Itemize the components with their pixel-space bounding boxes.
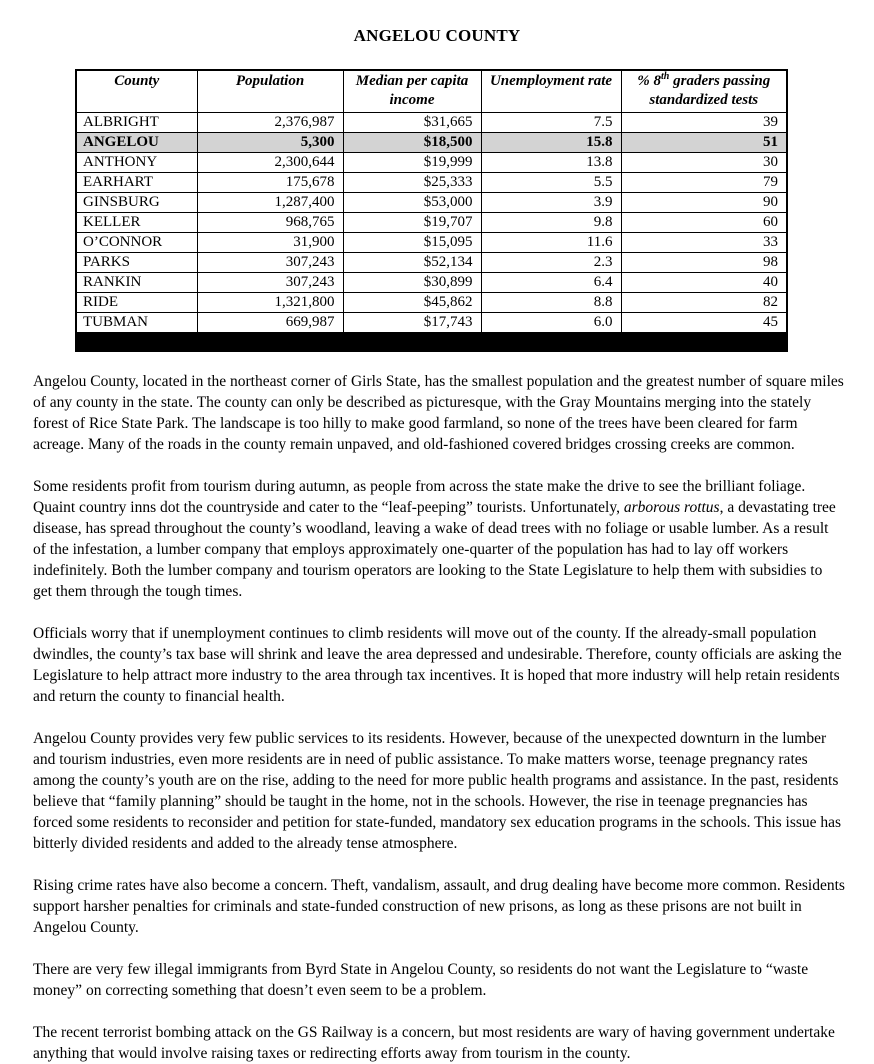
county-cell: RANKIN (76, 273, 197, 293)
passing-cell: 40 (621, 273, 787, 293)
table-row-parks (76, 253, 787, 273)
black-bar-cell (76, 333, 787, 352)
header-unemployment: Unemployment rate (481, 70, 621, 113)
income-cell: $15,095 (343, 233, 481, 253)
header-passing-superscript: th (661, 71, 670, 82)
population-cell: 968,765 (197, 213, 343, 233)
population-cell: 2,376,987 (197, 113, 343, 133)
passing-cell: 39 (621, 113, 787, 133)
county-cell: TUBMAN (76, 313, 197, 333)
income-cell: $19,707 (343, 213, 481, 233)
income-cell: $25,333 (343, 173, 481, 193)
county-cell: RIDE (76, 293, 197, 313)
unemployment-cell: 11.6 (481, 233, 621, 253)
passing-cell: 98 (621, 253, 787, 273)
income-cell: $53,000 (343, 193, 481, 213)
header-passing-prefix: % 8 (637, 73, 662, 89)
body-text (0, 352, 874, 1064)
paragraph-immigration: There are very few illegal immigrants from Byrd State in Angelou County, so residents do not want the Legislature to “waste money” on correcting something that doesn’t even seem to be a problem. (33, 961, 809, 999)
population-cell: 669,987 (197, 313, 343, 333)
population-cell: 175,678 (197, 173, 343, 193)
passing-cell: 45 (621, 313, 787, 333)
population-cell: 307,243 (197, 273, 343, 293)
paragraph-unemployment: Officials worry that if unemployment continues to climb residents will move out of the county. If the already-small population dwindles, the county’s tax base will shrink and leave the area depressed and undesirable. Therefore, county officials are asking the Legislature to help attract more industry to the area through tax incentives. It is hoped that more industry will help retain residents and return the county to financial health. (33, 625, 842, 705)
passing-cell: 33 (621, 233, 787, 253)
population-cell: 31,900 (197, 233, 343, 253)
county-cell: EARHART (76, 173, 197, 193)
table-row-rankin (76, 273, 787, 293)
table-row-anthony (76, 153, 787, 173)
unemployment-cell: 3.9 (481, 193, 621, 213)
unemployment-cell: 7.5 (481, 113, 621, 133)
header-income: Median per capita income (343, 70, 481, 113)
header-passing-rest: graders passing standardized tests (649, 73, 771, 108)
paragraph-geography: Angelou County, located in the northeast corner of Girls State, has the smallest population and the greatest number of square miles of any county in the state. The county can only be described as picturesque, with the Gray Mountains merging into the stately forest of Rice State Park. The landscape is too hilly to make good farmland, so none of the trees have been cleared for farm acreage. Many of the roads in the county remain unpaved, and old-fashioned covered bridges crossing creeks are common. (33, 373, 844, 453)
population-cell: 2,300,644 (197, 153, 343, 173)
passing-cell: 30 (621, 153, 787, 173)
unemployment-cell: 13.8 (481, 153, 621, 173)
paragraph-crime: Rising crime rates have also become a concern. Theft, vandalism, assault, and drug dealing have become more common. Residents support harsher penalties for criminals and state-funded construction of new prisons, as long as these prisons are not built in Angelou County. (33, 877, 845, 936)
table-row-albright (76, 113, 787, 133)
income-cell: $18,500 (343, 133, 481, 153)
county-cell: O’CONNOR (76, 233, 197, 253)
unemployment-cell: 15.8 (481, 133, 621, 153)
table-row-ride (76, 293, 787, 313)
table-header-row (76, 70, 787, 113)
income-cell: $17,743 (343, 313, 481, 333)
county-data-table (75, 69, 788, 352)
unemployment-cell: 9.8 (481, 213, 621, 233)
table-row-angelou-highlighted (76, 133, 787, 153)
population-cell: 307,243 (197, 253, 343, 273)
passing-cell: 82 (621, 293, 787, 313)
county-cell: ANGELOU (76, 133, 197, 153)
income-cell: $30,899 (343, 273, 481, 293)
passing-cell: 79 (621, 173, 787, 193)
unemployment-cell: 8.8 (481, 293, 621, 313)
county-cell: ALBRIGHT (76, 113, 197, 133)
table-row-oconnor (76, 233, 787, 253)
paragraph-public-services: Angelou County provides very few public services to its residents. However, because of the unexpected downturn in the lumber and tourism industries, even more residents are in need of public assistance. To make matters worse, teenage pregnancy rates among the county’s youth are on the rise, adding to the need for more public health programs and assistance. In the past, residents believe that “family planning” should be taught in the home, not in the schools. However, the rise in teenage pregnancies has forced some residents to reconsider and petition for state-funded, mandatory sex education programs in the schools. This issue has bitterly divided residents and added to the already tense atmosphere. (33, 730, 842, 852)
paragraph-tourism (33, 476, 845, 602)
table-row-ginsburg (76, 193, 787, 213)
table-row-tubman (76, 313, 787, 333)
county-cell: PARKS (76, 253, 197, 273)
unemployment-cell: 2.3 (481, 253, 621, 273)
header-passing (621, 70, 787, 113)
passing-cell: 90 (621, 193, 787, 213)
unemployment-cell: 5.5 (481, 173, 621, 193)
income-cell: $45,862 (343, 293, 481, 313)
page-title: ANGELOU COUNTY (353, 26, 521, 45)
population-cell: 5,300 (197, 133, 343, 153)
table-bottom-black-bar (76, 333, 787, 352)
population-cell: 1,321,800 (197, 293, 343, 313)
income-cell: $19,999 (343, 153, 481, 173)
unemployment-cell: 6.4 (481, 273, 621, 293)
income-cell: $52,134 (343, 253, 481, 273)
disease-name-italic: arborous rottus (623, 499, 720, 516)
unemployment-cell: 6.0 (481, 313, 621, 333)
population-cell: 1,287,400 (197, 193, 343, 213)
header-county: County (76, 70, 197, 113)
income-cell: $31,665 (343, 113, 481, 133)
paragraph-tourism-text-before: Some residents profit from tourism during autumn, as people from across the state make the drive to see the brilliant foliage. Quaint country inns dot the countryside and cater to the “leaf-peeping” tourists. Unfortunately, (33, 478, 806, 516)
passing-cell: 60 (621, 213, 787, 233)
county-cell: GINSBURG (76, 193, 197, 213)
passing-cell: 51 (621, 133, 787, 153)
county-cell: KELLER (76, 213, 197, 233)
table-row-earhart (76, 173, 787, 193)
county-cell: ANTHONY (76, 153, 197, 173)
table-row-keller (76, 213, 787, 233)
paragraph-railway: The recent terrorist bombing attack on the GS Railway is a concern, but most residents are wary of having government undertake anything that would involve raising taxes or redirecting efforts away from tourism in the county. (33, 1024, 835, 1062)
header-population: Population (197, 70, 343, 113)
paragraph-tourism-text-after: , a devastating tree disease, has spread throughout the county’s woodland, leaving a wake of dead trees with no foliage or usable lumber. As a result of the infestation, a lumber company that employs approximately one-quarter of the population has had to lay off workers indefinitely. Both the lumber company and tourism operators are looking to the State Legislature to help them with subsidies to get them through the tough times. (33, 499, 836, 600)
